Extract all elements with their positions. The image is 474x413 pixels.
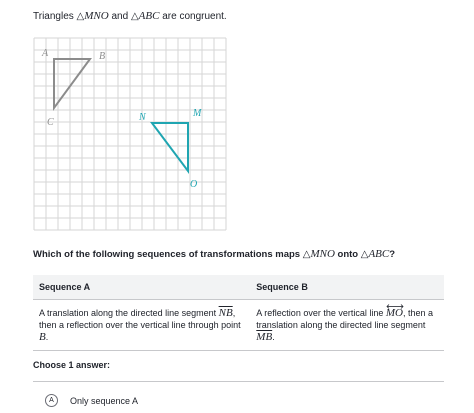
- grid-figure: [33, 37, 227, 231]
- sequence-a-cell: [33, 300, 252, 351]
- triangle-mno: MNO: [84, 10, 109, 22]
- line-mo-text: MO: [385, 307, 403, 319]
- label-c: C: [47, 117, 54, 128]
- sequence-b-cell: [252, 300, 444, 351]
- triangle-symbol: △: [302, 249, 311, 260]
- seq-b-period: .: [272, 332, 275, 342]
- seq-a-line2: then a reflection over the vertical line through point: [39, 320, 241, 330]
- intro-suffix: are congruent.: [159, 11, 227, 22]
- divider: [33, 381, 444, 382]
- seq-b-text: A reflection over the vertical line: [256, 308, 386, 318]
- triangle-symbol: △: [76, 11, 85, 22]
- label-b: B: [99, 51, 106, 62]
- table-header-row: [33, 275, 444, 300]
- seq-b-then: , then a: [402, 308, 434, 318]
- triangle-symbol: △: [130, 11, 139, 22]
- segment-nb: $\overline{NB}$: [218, 307, 233, 319]
- sequences-table: [33, 275, 444, 351]
- intro-middle: and: [108, 11, 131, 22]
- double-arrow-icon: [386, 304, 404, 309]
- label-n: N: [139, 112, 146, 123]
- triangle-abc-shape: [54, 59, 90, 108]
- intro-prefix: Triangles: [33, 11, 77, 22]
- question-to: ABC: [368, 248, 390, 260]
- line-mo: [386, 307, 403, 319]
- point-b: B: [39, 331, 46, 343]
- seq-a-comma: ,: [232, 308, 236, 318]
- seq-a-text: A translation along the directed line segment: [39, 308, 219, 318]
- question-suffix: ?: [389, 249, 396, 260]
- triangle-abc: ABC: [138, 10, 160, 22]
- question-prefix: Which of the following sequences of transformations maps: [33, 249, 303, 260]
- label-o: O: [190, 179, 198, 190]
- question-text: [33, 248, 395, 260]
- segment-mb: $\overline{MB}$: [256, 331, 273, 343]
- question-from: MNO: [310, 248, 335, 260]
- seq-a-period: .: [45, 332, 49, 342]
- header-sequence-b: Sequence B: [252, 275, 444, 300]
- option-label-a: Only sequence A: [70, 395, 139, 406]
- question-middle: onto: [334, 249, 361, 260]
- triangle-mno-shape: [152, 123, 188, 171]
- seq-b-line2: translation along the directed line segment: [256, 320, 426, 330]
- label-m: M: [193, 108, 202, 119]
- label-a: A: [42, 48, 49, 59]
- coordinate-grid: [33, 37, 227, 231]
- choose-label: Choose 1 answer:: [33, 360, 111, 370]
- answer-option-a[interactable]: [45, 394, 138, 407]
- problem-intro: [33, 10, 227, 22]
- option-radio-a[interactable]: A: [45, 394, 58, 407]
- header-sequence-a: Sequence A: [33, 275, 252, 300]
- grid-lines: [34, 38, 226, 230]
- table-row: [33, 300, 444, 351]
- triangle-symbol: △: [360, 249, 369, 260]
